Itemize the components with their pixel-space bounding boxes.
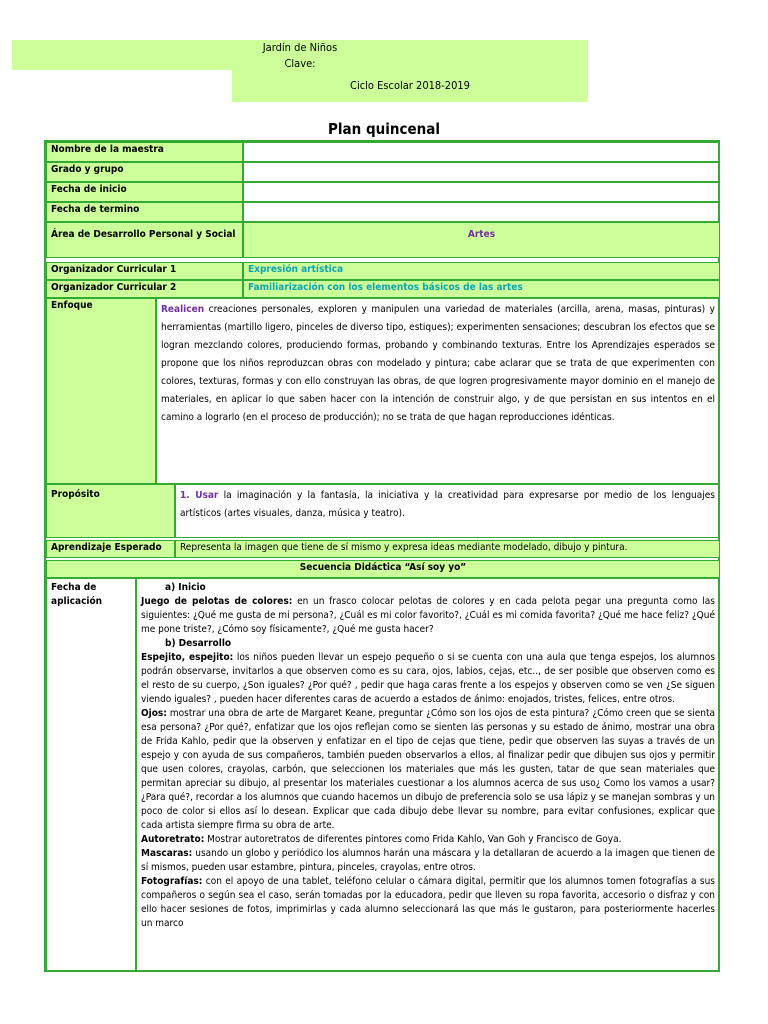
proposito-label: Propósito: [46, 484, 175, 538]
start-date-label: Fecha de inicio: [46, 182, 243, 202]
proposito-body: la imaginación y la fantasía, la iniciativa y la creatividad para expresarse por medio de los lenguajes artísticos (artes visuales, danza, música y teatro).: [180, 490, 715, 519]
juego-paragraph: [141, 595, 715, 637]
application-date-label: Fecha de aplicación: [46, 578, 136, 972]
mascaras-text: usando un globo y periódico los alumnos harán una máscara y la detallaran de acuerdo a la imagen que tienen de sí mismos, pueden usar estambre, pintura, pinceles, crayolas, entre otros.: [141, 848, 715, 873]
foto-paragraph: [141, 875, 715, 931]
end-date-value[interactable]: [243, 202, 720, 222]
ojos-paragraph: [141, 707, 715, 833]
aprendizaje-label: Aprendizaje Esperado: [46, 540, 175, 558]
espejito-title: Espejito, espejito:: [141, 652, 234, 663]
juego-text: en un frasco colocar pelotas de colores y en cada pelota pegar una pregunta como las siguientes: ¿Qué me gusta de mi persona?, ¿Cuál es mi color favorito?, ¿Cuál es mi comida favorita? ¿Qué me hace feliz? ¿Qué me pone triste?, ¿Cómo soy físicamente?, ¿Qué me gusta hacer?: [141, 596, 715, 635]
ojos-title: Ojos:: [141, 708, 167, 719]
group-label: Grado y grupo: [46, 162, 243, 182]
group-value[interactable]: [243, 162, 720, 182]
desarrollo-heading: b) Desarrollo: [165, 638, 232, 649]
juego-title: Juego de pelotas de colores:: [141, 596, 293, 607]
area-value: Artes: [243, 222, 720, 258]
area-label: Área de Desarrollo Personal y Social: [46, 222, 243, 258]
enfoque-lead: Realicen: [161, 304, 205, 315]
start-date-value[interactable]: [243, 182, 720, 202]
teacher-value[interactable]: [243, 142, 720, 162]
foto-title: Fotografías:: [141, 876, 203, 887]
sequence-body: [136, 578, 720, 972]
auto-text: Mostrar autoretratos de diferentes pintores como Frida Kahlo, Van Goh y Francisco de Goya.: [204, 834, 622, 845]
org2-value: Familiarización con los elementos básicos de las artes: [243, 280, 720, 298]
proposito-text: [175, 484, 720, 538]
mascaras-title: Mascaras:: [141, 848, 193, 859]
page-title: Plan quincenal: [328, 120, 440, 138]
enfoque-text: [156, 298, 720, 484]
org1-value: Expresión artística: [243, 262, 720, 280]
school-clave: Clave:: [284, 57, 316, 70]
sequence-title: Secuencia Didáctica “Así soy yo”: [46, 560, 720, 578]
mascaras-paragraph: [141, 847, 715, 875]
foto-text: con el apoyo de una tablet, teléfono celular o cámara digital, permitir que los alumnos tomen fotografías a sus compañeros o según sea el caso, serán tomadas por la educadora, pedir que lleven su ropa favorita, accesorio o disfraz y con ello hacer sesiones de fotos, imprimirlas y cada alumno seleccionará las que más le gustaron, para posteriormente hacerles un marco: [141, 876, 715, 929]
header-cycle-band: [232, 70, 588, 102]
enfoque-body: creaciones personales, exploren y manipulen una variedad de materiales (arcilla, arena, masas, pinturas) y herramientas (martillo ligero, pinceles de diverso tipo, estiques); experimenten sensaciones; descubran los efectos que se logran mezclando colores, produciendo formas, probando y combinando texturas. Entre los Aprendizajes esperados se propone que los niños reproduzcan obras con modelado y pintura; cabe aclarar que se trata de que experimenten con colores, texturas, formas y con ello construyan las obras, de que logren progresivamente mayor dominio en el manejo de materiales, en aplicar lo que saben hacer con la intención de construir algo, y de que persistan en sus intentos en el camino a lograrlo (en el proceso de producción); no se trata de que hagan reproducciones idénticas.: [161, 304, 715, 423]
end-date-label: Fecha de termino: [46, 202, 243, 222]
school-cycle: Ciclo Escolar 2018-2019: [350, 79, 470, 92]
proposito-lead: 1. Usar: [180, 490, 219, 501]
header-school-band: [12, 40, 588, 70]
espejito-paragraph: [141, 651, 715, 707]
ojos-text: mostrar una obra de arte de Margaret Keane, preguntar ¿Cómo son los ojos de esta pintura? ¿Cómo creen que se sienta esa persona? ¿Por qué?, enfatizar que los ojos reflejan como se sienten las personas y su estado de ánimo, mostrar una obra de Frida Kahlo, pedir que la observen y enfatizar en el tipo de cejas que tiene, pedir que observen las suyas a través de un espejo y con ayuda de sus compañeros, también pueden observarlos a ellos, al finalizar pedir que dibujen sus ojos y permitir que usen colores, crayolas, carbón, que seleccionen los materiales que más les gusten, tatar de que sean materiales que permitan apreciar su dibujo, al presentar los materiales cuestionar a los alumnos acerca de sus uso¿ Como los vamos a usar? ¿Para qué?, recordar a los alumnos que cuando hacemos un dibujo de preferencia solo se usa lápiz y se manejan sombras y un poco de color si ellos así lo desean. Explicar que cada dibujo debe llevar su nombre, para evitar confusiones, explicar que cada artista siempre firma su obra de arte.: [141, 708, 715, 831]
auto-paragraph: [141, 833, 715, 847]
enfoque-label: Enfoque: [46, 298, 156, 484]
teacher-label: Nombre de la maestra: [46, 142, 243, 162]
inicio-heading: a) Inicio: [165, 582, 206, 593]
school-name: Jardín de Niños: [262, 41, 338, 54]
auto-title: Autoretrato:: [141, 834, 205, 845]
org1-label: Organizador Curricular 1: [46, 262, 243, 280]
org2-label: Organizador Curricular 2: [46, 280, 243, 298]
aprendizaje-value: Representa la imagen que tiene de sí mismo y expresa ideas mediante modelado, dibujo y pintura.: [175, 540, 720, 558]
plan-table: [44, 140, 720, 972]
espejito-text: los niños pueden llevar un espejo pequeño o si se cuenta con una aula que tenga espejos, los alumnos podrán observarse, invitarlos a que observen como es su cara, ojos, labios, cejas, etc.., de ser posible que observen como es el resto de su cuerpo, ¿Son iguales? ¿Por qué? , pedir que haga caras frente a los espejos y observen como se ven ¿Se siguen viendo iguales? , pueden hacer diferentes caras de acuerdo a estados de ánimo: enojados, tristes, felices, entre otros.: [141, 652, 715, 705]
